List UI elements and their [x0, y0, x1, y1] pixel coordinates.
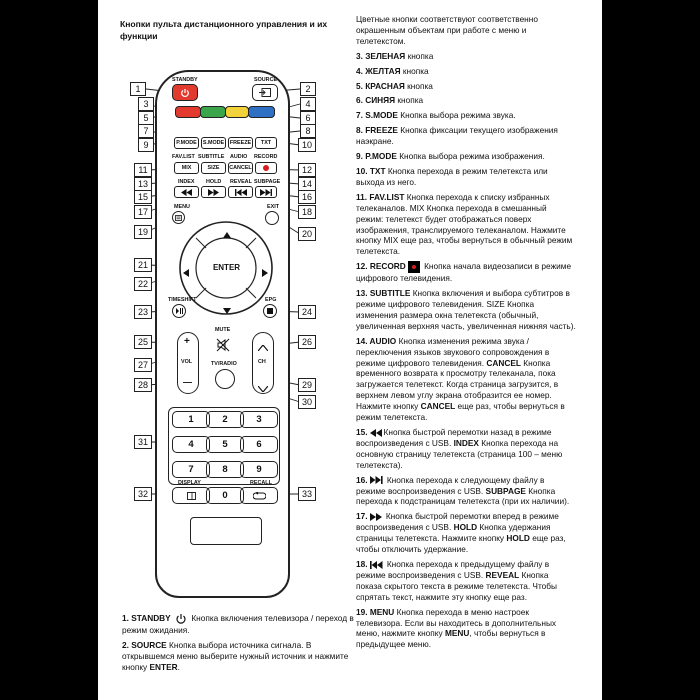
recall-button[interactable]: [240, 487, 278, 504]
blue-button[interactable]: [248, 106, 275, 118]
entry-text: Цветные кнопки соответствуют соответственно окрашенным объектам при работе с меню и телетекстом.: [356, 14, 538, 46]
entry-text: Кнопка перехода к следующему файлу в режиме воспроизведения с USB.: [356, 474, 545, 496]
down-arrow-icon: [223, 308, 231, 314]
reveal-label: REVEAL: [230, 179, 252, 185]
up-arrow-icon: [223, 232, 231, 238]
next-icon: [370, 476, 383, 484]
previous-icon: [370, 561, 383, 569]
entry-key: 11. FAV.LIST: [356, 191, 405, 202]
entry-text: еще раз, чтобы отключить удержание.: [356, 533, 566, 555]
up-arrow-button[interactable]: [223, 225, 231, 243]
fast-forward-button[interactable]: [201, 186, 226, 198]
red-button[interactable]: [175, 106, 201, 118]
timeshift-button[interactable]: [172, 304, 186, 318]
number-key-4[interactable]: 4: [172, 436, 210, 453]
entry-key: 9. P.MODE: [356, 151, 397, 162]
entry-next: [356, 475, 576, 508]
entry-fav-list: [356, 192, 576, 257]
txt-button[interactable]: TXT: [255, 137, 277, 149]
exit-label: EXIT: [267, 204, 279, 210]
page-title: Кнопки пульта дистанционного управления и их функции: [120, 19, 328, 41]
entry-text: Кнопка перехода к предыдущему файлу в режиме воспроизведения с USB.: [356, 558, 550, 580]
entry-green: [356, 51, 576, 62]
left-arrow-icon: [183, 269, 189, 277]
rewind-button[interactable]: [174, 186, 199, 198]
entry-text: кнопка: [405, 50, 434, 61]
volume-down-icon[interactable]: —: [183, 377, 192, 387]
number-key-7[interactable]: 7: [172, 461, 210, 478]
entry-key: 19. MENU: [356, 606, 395, 617]
entry-text: Кнопка перехода к подстраницам телетекста (при их наличии).: [356, 485, 570, 507]
rewind-icon: [370, 429, 382, 437]
entry-previous: [356, 559, 576, 603]
entry-rewind: [356, 427, 576, 471]
callout-8: 8: [300, 124, 316, 138]
channel-down-icon[interactable]: [258, 379, 268, 397]
callout-7: 7: [138, 124, 154, 138]
entry-key: 10. TXT: [356, 165, 386, 176]
number-key-8[interactable]: 8: [206, 461, 244, 478]
record-button[interactable]: [255, 162, 277, 174]
callout-32: 32: [134, 487, 152, 501]
entry-p-mode: [356, 151, 576, 162]
tv-radio-button[interactable]: [215, 369, 235, 389]
right-arrow-button[interactable]: [262, 264, 268, 282]
entry-txt: [356, 166, 576, 188]
entry-key: REVEAL: [485, 569, 520, 580]
entry-key: 12. RECORD: [356, 261, 406, 272]
enter-button[interactable]: ENTER: [212, 263, 241, 272]
input-source-icon: [259, 88, 271, 97]
callout-12: 12: [298, 163, 316, 177]
mute-button[interactable]: [212, 335, 234, 355]
entry-text: Кнопка включения телевизора / переход в режим ожидания.: [122, 613, 354, 635]
standby-label: STANDBY: [172, 77, 198, 83]
callout-28: 28: [134, 378, 152, 392]
s-mode-button[interactable]: S.MODE: [201, 137, 226, 149]
callout-17: 17: [134, 205, 152, 219]
callout-6: 6: [300, 111, 316, 125]
entry-text: Кнопка быстрой перемотки вперед в режиме воспроизведения с USB.: [356, 511, 559, 533]
tv-radio-label: TV/RADIO: [211, 361, 237, 367]
callout-23: 23: [134, 305, 152, 319]
favlist-label: FAV.LIST: [172, 154, 195, 160]
rewind-icon: [181, 189, 192, 196]
recall-label: RECALL: [250, 480, 272, 486]
entry-text: Кнопка перехода к списку избранных телеканалов. MIX Кнопка перехода в смешанный режим: телетекст будет отображаться поверх изображения, транслируемого телеканалом. Нажмите кнопку MIX еще раз, чтобы вернуться в обычный режим телетекста.: [356, 191, 573, 257]
callout-29: 29: [298, 378, 316, 392]
entry-key: 7. S.MODE: [356, 110, 398, 121]
callout-31: 31: [134, 435, 152, 449]
freeze-button[interactable]: FREEZE: [228, 137, 253, 149]
down-arrow-button[interactable]: [223, 301, 231, 319]
number-key-2[interactable]: 2: [206, 411, 244, 428]
volume-up-icon[interactable]: +: [184, 336, 190, 347]
entry-text: Кнопка фиксации текущего изображения наэкране.: [356, 125, 558, 147]
hold-label: HOLD: [206, 179, 222, 185]
right-descriptions: [356, 14, 576, 654]
entry-text: Кнопка изменения режима звука / переключения языков звукового сопровождения в режиме цифрового телевидения.: [356, 335, 550, 368]
yellow-button[interactable]: [225, 106, 249, 118]
entry-key: CANCEL: [420, 401, 456, 412]
fast-forward-icon: [208, 189, 219, 196]
callout-20: 20: [298, 227, 316, 241]
entry-blue: [356, 95, 576, 106]
record-icon: [408, 261, 420, 273]
entry-text: .: [177, 662, 180, 672]
entry-key: 6. СИНЯЯ: [356, 95, 396, 106]
callout-11: 11: [134, 163, 152, 177]
entry-key: 2. SOURCE: [122, 640, 167, 650]
menu-label: MENU: [174, 204, 190, 210]
entry-s-mode: [356, 110, 576, 121]
entry-yellow: [356, 66, 576, 77]
entry-key: INDEX: [453, 437, 479, 448]
power-icon: [180, 88, 190, 98]
callout-24: 24: [298, 305, 316, 319]
entry-text: Кнопка начала видеозаписи в режиме цифрового телевидения.: [356, 261, 572, 284]
previous-icon: [235, 189, 247, 196]
standby-button[interactable]: [172, 84, 198, 101]
vol-label: VOL: [181, 359, 193, 365]
callout-18: 18: [298, 205, 316, 219]
entry-key: 18.: [356, 558, 368, 569]
callout-14: 14: [298, 177, 316, 191]
entry-text: Кнопка перехода в режим телетекста или выхода из него.: [356, 165, 548, 187]
entry-key: SUBPAGE: [485, 485, 526, 496]
entry-text: Кнопка показа скрытого текста в режиме телетекста. Чтобы спрятать текст, нажмите эту кнопку еще раз.: [356, 569, 557, 602]
epg-label: EPG: [265, 297, 277, 303]
callout-19: 19: [134, 225, 152, 239]
forward-icon: [370, 513, 382, 521]
entry-text: Кнопка выбора режима звука.: [397, 110, 516, 121]
entry-text: еще раз, чтобы вернуться в режим телетекста.: [356, 401, 565, 423]
callout-10: 10: [298, 138, 316, 152]
audio-label: AUDIO: [230, 154, 248, 160]
entry-key: 8. FREEZE: [356, 125, 398, 136]
entry-text: Кнопка перехода на основную страницу телетекста (страница 100 – меню телетекста).: [356, 437, 563, 470]
number-key-9[interactable]: 9: [240, 461, 278, 478]
green-button[interactable]: [200, 106, 226, 118]
entry-audio: [356, 336, 576, 423]
entry-key: 13. SUBTITLE: [356, 288, 411, 299]
entry-key: HOLD: [506, 533, 530, 544]
callout-9: 9: [138, 138, 154, 152]
epg-button[interactable]: [263, 304, 277, 318]
entry-key: MENU: [444, 628, 470, 639]
display-icon: [187, 492, 196, 500]
entry-key: CANCEL: [486, 357, 521, 368]
number-key-1[interactable]: 1: [172, 411, 210, 428]
callout-27: 27: [134, 358, 152, 372]
entry-text: Кнопка выбора источника сигнала. В открывшемся меню выберите нужный источник и нажмите кнопку: [122, 640, 349, 672]
display-label: DISPLAY: [178, 480, 201, 486]
power-icon: [175, 613, 187, 625]
number-key-5[interactable]: 5: [206, 436, 244, 453]
callout-3: 3: [138, 97, 154, 111]
callout-25: 25: [134, 335, 152, 349]
entry-key: 14. AUDIO: [356, 335, 397, 346]
entry-text: кнопка: [400, 65, 429, 76]
callout-4: 4: [300, 97, 316, 111]
right-arrow-icon: [262, 269, 268, 277]
timeshift-label: TIMESHIFT: [168, 297, 197, 303]
previous-button[interactable]: [228, 186, 253, 198]
entry-freeze: [356, 125, 576, 147]
left-arrow-button[interactable]: [183, 264, 189, 282]
subpage-label: SUBPAGE: [254, 179, 281, 185]
record-dot-icon: [263, 165, 269, 171]
entry-text: Кнопка временного возврата к просмотру телеканала, пока загружается телетекст. Когда страница загрузится, в верхнем левом углу экрана отобразится ее номер. Нажмите кнопку: [356, 357, 559, 412]
callout-5: 5: [138, 111, 154, 125]
entry-color-intro: [356, 14, 576, 47]
entry-standby: [122, 613, 354, 636]
number-key-3[interactable]: 3: [240, 411, 278, 428]
entry-key: 15.: [356, 427, 368, 437]
callout-16: 16: [298, 190, 316, 204]
callout-2: 2: [300, 82, 316, 96]
entry-source: [122, 640, 354, 673]
entry-text: Кнопка удержания страницы телетекста. Нажмите кнопку: [356, 522, 551, 544]
entry-key: 4. ЖЕЛТАЯ: [356, 65, 401, 76]
entry-red: [356, 81, 576, 92]
ch-label: CH: [258, 359, 266, 365]
entry-key: 16.: [356, 474, 368, 485]
mix-button[interactable]: MIX: [174, 162, 199, 174]
entry-menu: [356, 607, 576, 651]
next-icon: [260, 189, 272, 196]
number-key-6[interactable]: 6: [240, 436, 278, 453]
entry-text: , чтобы вернуться в предыдущее меню.: [356, 628, 546, 650]
next-button[interactable]: [255, 186, 277, 198]
entry-text: Кнопка включения и выбора субтитров в режиме цифрового телевидения. SIZE Кнопка изменения размера окна телетекста (обычный, увеличенная верхняя часть, увеличенная нижняя часть).: [356, 288, 576, 331]
entry-text: Кнопка перехода в меню настроек телевизора. Если вы находитесь в дополнительных меню, нажмите кнопку: [356, 606, 557, 639]
size-button[interactable]: SIZE: [201, 162, 226, 174]
source-label: SOURCE: [254, 77, 278, 83]
callout-26: 26: [298, 335, 316, 349]
entry-key: HOLD: [453, 522, 478, 533]
entry-text: кнопка: [395, 95, 424, 106]
callout-15: 15: [134, 190, 152, 204]
mute-label: MUTE: [215, 327, 231, 333]
entry-key: 5. КРАСНАЯ: [356, 80, 405, 91]
number-key-0[interactable]: 0: [206, 487, 244, 504]
channel-up-icon[interactable]: [258, 338, 268, 356]
source-button[interactable]: [252, 84, 278, 101]
entry-key: 17.: [356, 511, 368, 522]
entry-key: 3. ЗЕЛЕНАЯ: [356, 50, 406, 61]
stop-icon: [267, 308, 273, 314]
display-button[interactable]: [172, 487, 210, 504]
left-descriptions: [122, 613, 354, 677]
callout-33: 33: [298, 487, 316, 501]
entry-text: Кнопка быстрой перемотки назад в режиме воспроизведения с USB.: [356, 427, 552, 448]
ir-window: [190, 517, 262, 545]
callout-30: 30: [298, 395, 316, 409]
entry-key: ENTER: [149, 662, 178, 672]
entry-text: Кнопка выбора режима изображения.: [396, 151, 545, 162]
callout-21: 21: [134, 258, 152, 272]
play-pause-icon: [176, 308, 183, 314]
entry-text: кнопка: [404, 80, 433, 91]
recall-icon: [253, 492, 266, 500]
callout-22: 22: [134, 277, 152, 291]
entry-record: [356, 261, 576, 284]
entry-forward: [356, 511, 576, 555]
index-label: INDEX: [178, 179, 195, 185]
callout-13: 13: [134, 177, 152, 191]
entry-subtitle: [356, 288, 576, 332]
mute-icon: [216, 338, 230, 352]
record-label: RECORD: [254, 154, 278, 160]
callout-1: 1: [130, 82, 146, 96]
cancel-button[interactable]: CANCEL: [228, 162, 253, 174]
p-mode-button[interactable]: P.MODE: [174, 137, 199, 149]
subtitle-label: SUBTITLE: [198, 154, 225, 160]
entry-key: 1. STANDBY: [122, 613, 171, 624]
